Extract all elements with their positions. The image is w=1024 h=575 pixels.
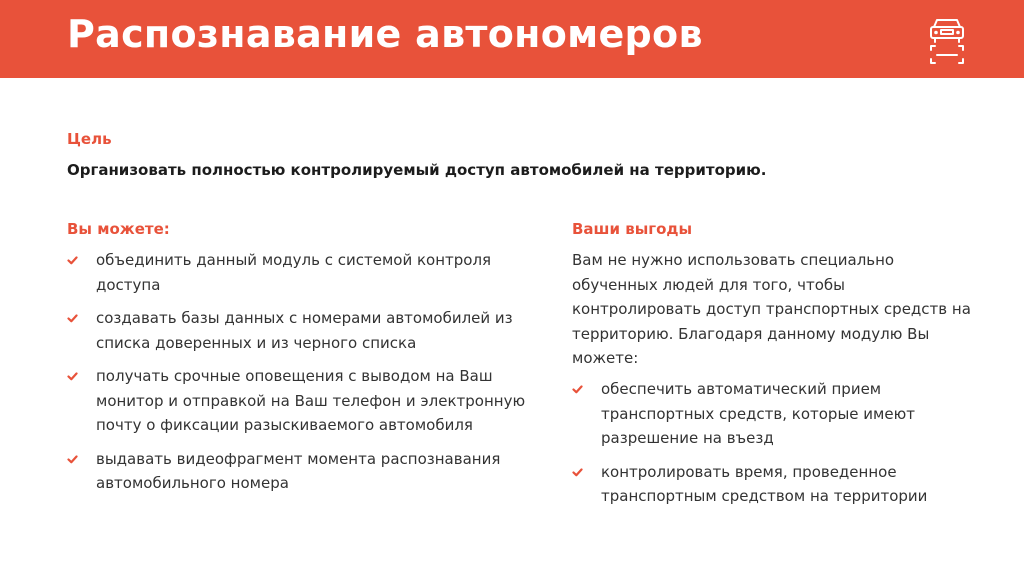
list-item-text: объединить данный модуль с системой контроля доступа: [96, 251, 492, 294]
list-item: [67, 447, 537, 496]
list-item-text: выдавать видеофрагмент момента распознавания автомобильного номера: [96, 449, 501, 492]
checkmark-icon: [572, 468, 583, 477]
list-item-text: получать срочные оповещения с выводом на Ваш монитор и отправкой на Ваш телефон и электронную почту о фиксации разыскиваемого автомобиля: [96, 367, 526, 434]
list-item: [572, 460, 972, 509]
page-title: Распознавание автономеров: [67, 12, 703, 56]
checkmark-icon: [67, 372, 78, 381]
checkmark-icon: [67, 256, 78, 265]
list-item: [572, 377, 972, 451]
goal-label: Цель: [67, 130, 112, 148]
list-item-text: создавать базы данных с номерами автомобилей из списка доверенных и из черного списка: [96, 309, 513, 352]
benefits-intro: Вам не нужно использовать специально обученных людей для того, чтобы контролировать доступ транспортных средств на территорию. Благодаря данному модулю Вы можете:: [572, 251, 971, 367]
car-recognition-icon: [925, 14, 969, 68]
header-bar: [0, 0, 1024, 78]
checkmark-icon: [67, 455, 78, 464]
list-item-text: контролировать время, проведенное транспортным средством на территории: [601, 462, 928, 505]
right-column-title: Ваши выгоды: [572, 220, 693, 238]
list-item: [67, 306, 537, 355]
capabilities-list: [67, 248, 537, 505]
list-item: [67, 248, 537, 297]
checkmark-icon: [67, 314, 78, 323]
benefits-list: [572, 377, 972, 518]
goal-text: Организовать полностью контролируемый доступ автомобилей на территорию.: [67, 161, 767, 179]
left-column-title: Вы можете:: [67, 220, 170, 238]
list-item-text: обеспечить автоматический прием транспортных средств, которые имеют разрешение на въезд: [601, 380, 915, 447]
list-item: [67, 364, 537, 438]
checkmark-icon: [572, 385, 583, 394]
